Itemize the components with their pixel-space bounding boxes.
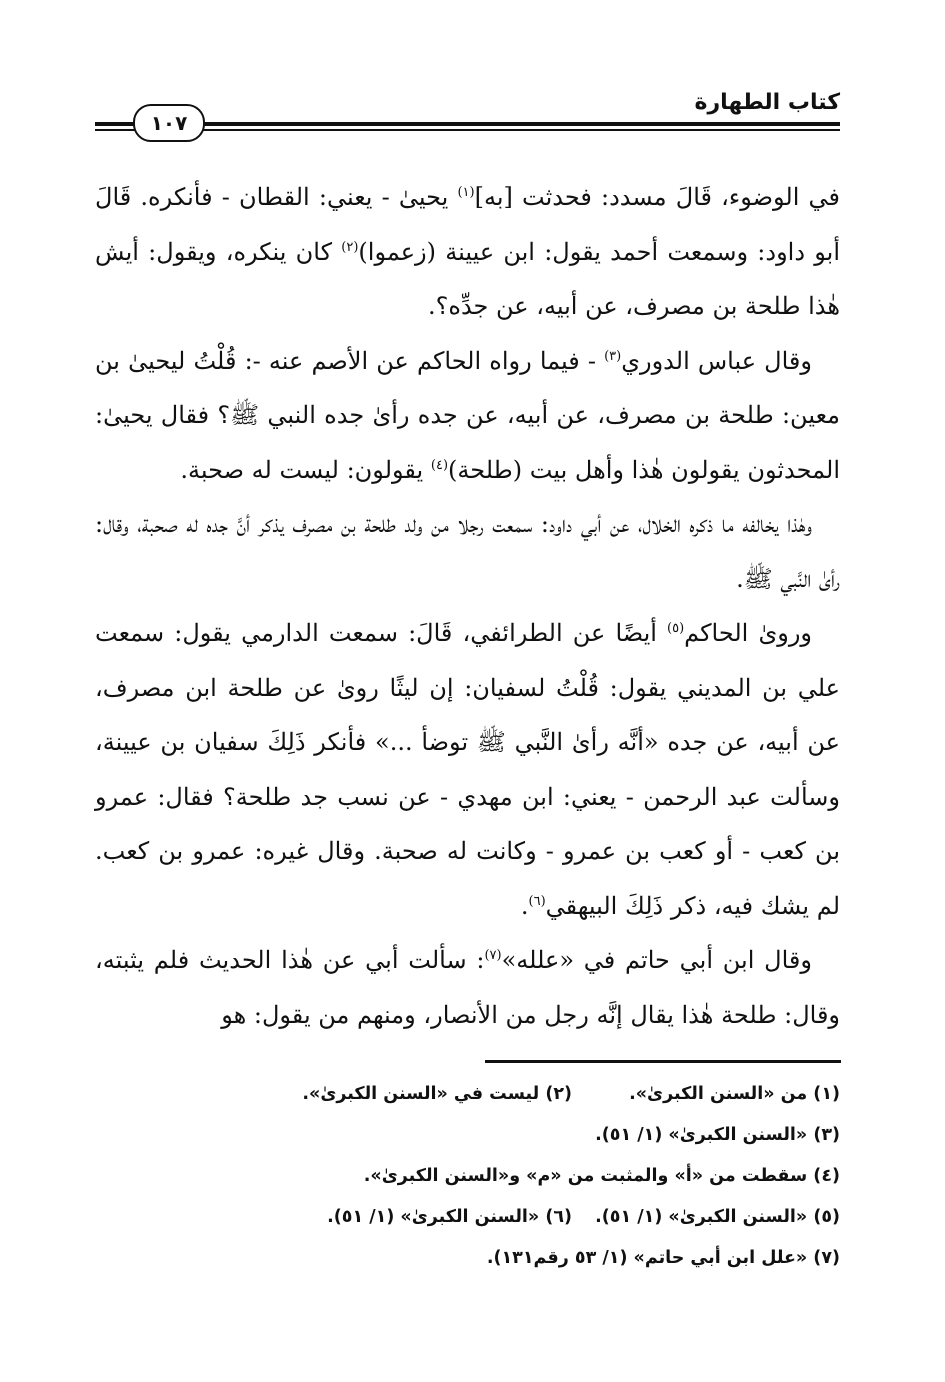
footnote: (٤) سقطت من «أ» والمثبت من «م» و«السنن الكبرىٰ». [363,1166,840,1186]
text-segment: - فيما رواه الحاكم عن الأصم عنه -: قُلْتُ ليحيىٰ بن معين: طلحة بن مصرف، عن أبيه، عن جده رأىٰ جده النبي ﷺ؟ فقال يحيىٰ: المحدثون يقولون هٰذا وأهل بيت (طلحة) [95,346,840,484]
text-segment: وقال ابن أبي حاتم في «علله» [501,946,812,974]
footnote-marker: (١) [457,185,475,200]
footnotes [95,1074,840,1279]
paragraph [95,606,840,933]
text-segment: في الوضوء، قَالَ مسدد: فحدثت [به] [474,183,841,211]
footnote: (٥) «السنن الكبرىٰ» (١/ ٥١). [595,1207,840,1227]
footnote-marker: (٦) [528,893,546,909]
footnote: (٦) «السنن الكبرىٰ» (١/ ٥١). [327,1207,572,1227]
footnote-line [95,1074,840,1115]
text-segment: . [520,891,529,920]
main-text [95,170,840,1042]
paragraph [95,170,840,334]
footnote: (٧) «علل ابن أبي حاتم» (١/ ٥٣ رقم١٣١). [486,1248,840,1268]
footnote-marker: (٧) [484,948,502,963]
page-number: ١٠٧ [133,104,205,142]
paragraph [95,497,840,606]
footnote-marker: (٥) [667,621,685,636]
header-rule-thin [95,129,840,131]
text-segment: وهٰذا يخالفه ما ذكره الخلال، عن أبي داود: سمعت رجلا من ولد طلحة بن مصرف يذكر أنَّ جده له صحبة، وقال: رأىٰ النَّبي ﷺ. [95,510,840,593]
footnote-marker: (٢) [341,239,359,255]
footnote: (١) من «السنن الكبرىٰ». [629,1084,840,1104]
footnote-line [95,1197,840,1238]
footnote-separator [485,1060,841,1063]
footnote: (٢) ليست في «السنن الكبرىٰ». [302,1084,572,1104]
text-segment: وقال عباس الدوري [621,346,812,375]
footnote-line [95,1115,840,1156]
text-segment: كان ينكره، ويقول: أيش هٰذا طلحة بن مصرف، عن أبيه، عن جدِّه؟. [95,237,840,320]
header-rule-thick [95,122,840,126]
text-segment: ورویٰ الحاكم [684,619,812,647]
text-segment: أيضًا عن الطرائفي، قَالَ: سمعت الدارمي يقول: سمعت علي بن المديني يقول: قُلْتُ لسفيان: إن ليثًا روىٰ عن طلحة ابن مصرف، عن أبيه، عن جده «أنَّه رأىٰ النَّبي ﷺ توضأ ...» فأنكر ذَلِكَ سفيان بن عيينة، وسألت عبد الرحمن - يعني: ابن مهدي - عن نسب جد طلحة؟ فقال: عمرو بن كعب - أو كعب بن عمرو - وكانت له صحبة. وقال غيره: عمرو بن كعب. لم يشك فيه، ذكر ذَلِكَ البيهقي [95,619,840,920]
footnote-marker: (٣) [604,348,622,364]
chapter-title: كتاب الطهارة [694,90,840,115]
running-header [95,80,840,140]
text-segment: : سألت أبي عن هٰذا الحديث فلم يثبته، وقال: طلحة هٰذا يقال إنَّه رجل من الأنصار، ومنهم من يقول: هو [95,946,840,1029]
paragraph [95,334,840,498]
footnote-line [95,1238,840,1279]
text-segment: يقولون: ليست له صحبة. [180,455,431,484]
footnote: (٣) «السنن الكبرىٰ» (١/ ٥١). [595,1125,840,1145]
footnote-marker: (٤) [430,457,449,473]
paragraph [95,933,840,1042]
footnote-line [95,1156,840,1197]
text-segment: يحيىٰ - يعني: القطان - فأنكره. قَالَ أبو داود: وسمعت أحمد يقول: ابن عيينة (زعموا) [95,183,840,266]
